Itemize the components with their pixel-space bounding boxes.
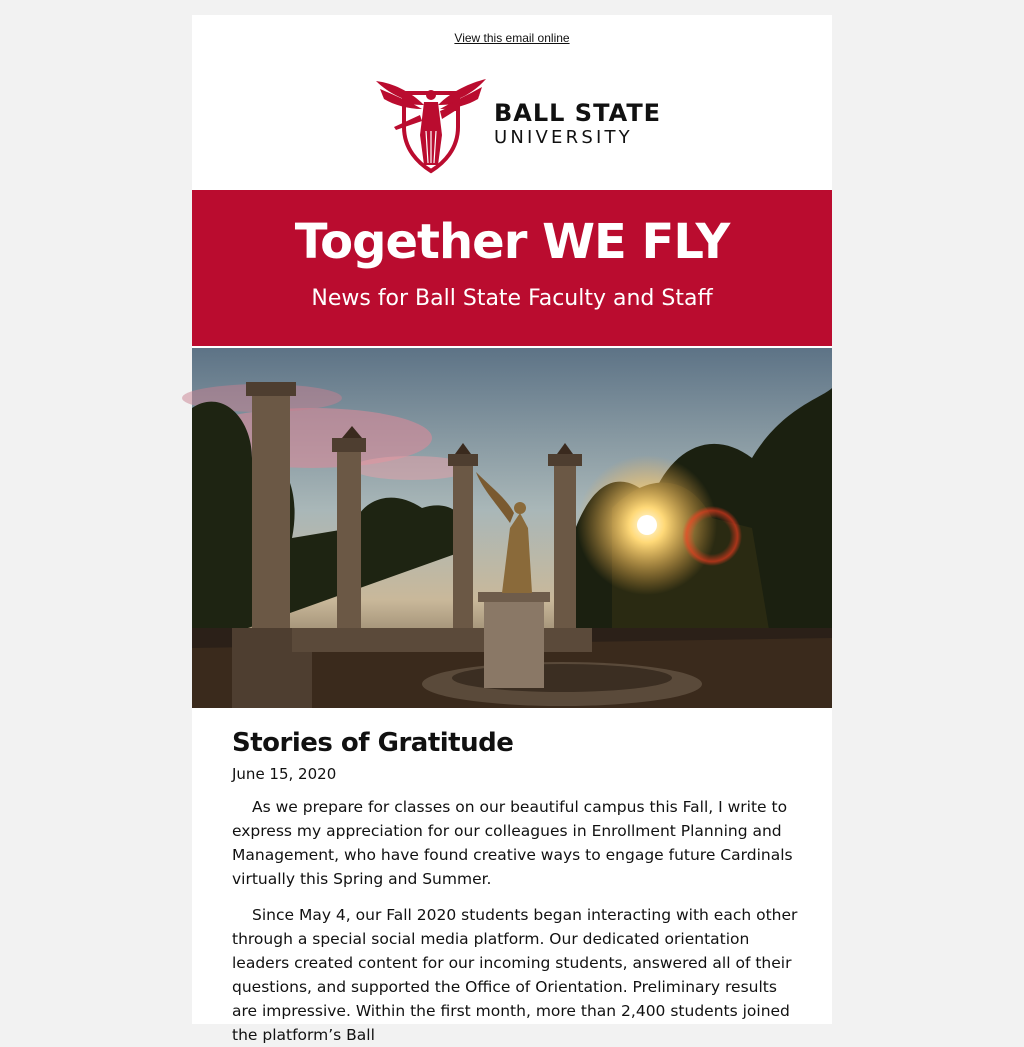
logo-line-1: BALL STATE	[494, 99, 662, 127]
hero-image-beneficence-statue	[192, 348, 832, 708]
banner-title: Together WE FLY	[294, 214, 730, 270]
banner-subtitle: News for Ball State Faculty and Staff	[311, 286, 713, 311]
article-date: June 15, 2020	[232, 765, 337, 784]
logo-line-2: UNIVERSITY	[494, 127, 633, 148]
newsletter-banner	[192, 190, 832, 346]
article-paragraph: Since May 4, our Fall 2020 students began interacting with each other through a special social media platform. Our dedicated orientation leaders created content for our incoming students, answered all of their questions, and supported the Office of Orientation. Preliminary results are impressive. Within the first month, more than 2,400 students joined the platform’s Ball	[232, 906, 798, 1045]
view-online-link[interactable]: View this email online	[454, 31, 570, 45]
cardinal-shield-icon	[372, 75, 490, 175]
logo-text	[494, 101, 661, 147]
email-container	[192, 15, 832, 1045]
article-paragraph: As we prepare for classes on our beautiful campus this Fall, I write to express my appreciation for our colleagues in Enrollment Planning and Management, who have found creative ways to engage future Cardinals virtually this Spring and Summer.	[232, 798, 793, 889]
article	[232, 728, 804, 1047]
university-logo[interactable]	[372, 75, 662, 175]
article-title: Stories of Gratitude	[232, 728, 514, 758]
